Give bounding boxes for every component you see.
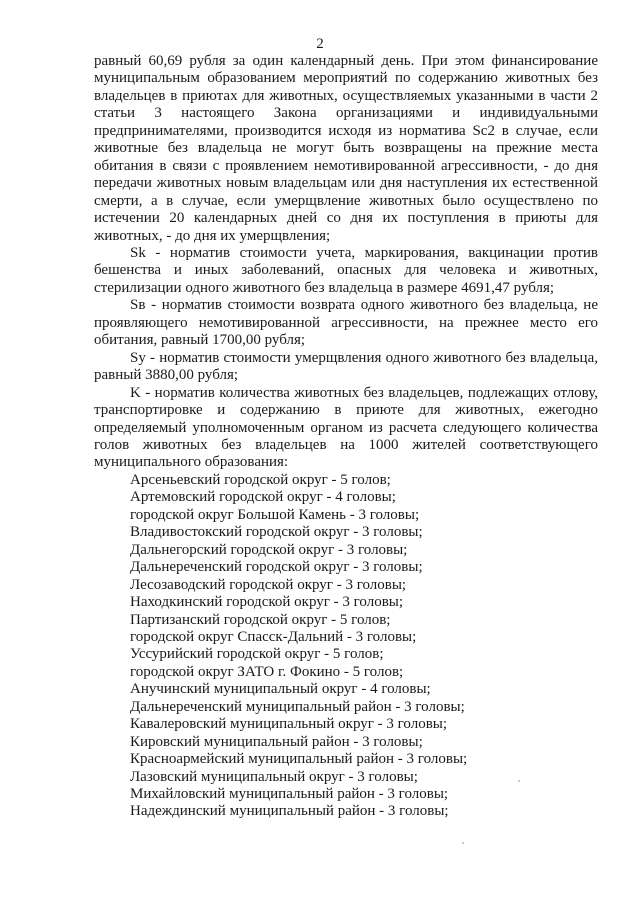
paragraph-k-norm: K - норматив количества животных без владельцев, подлежащих отлову, транспортировке и содержанию в приюте для животных, ежегодно определяемый уполномоченным органом из расчета следующего количества голов животных без владельцев на 1000 жителей соответствующего муниципального образования: xyxy=(94,384,598,471)
list-item: Надеждинский муниципальный район - 3 головы; xyxy=(130,803,449,820)
municipality-list xyxy=(94,472,598,821)
list-item: Кировский муниципальный район - 3 головы; xyxy=(130,733,423,750)
list-item: Кавалеровский муниципальный округ - 3 головы; xyxy=(130,716,448,733)
list-item: Дальнереченский городской округ - 3 головы; xyxy=(130,559,423,576)
list-item: Красноармейский муниципальный район - 3 головы; xyxy=(130,751,468,768)
scan-speck xyxy=(518,780,520,782)
list-item: Артемовский городской округ - 4 головы; xyxy=(130,489,396,506)
list-item: Анучинский муниципальный округ - 4 головы; xyxy=(130,681,431,698)
list-item: Дальнегорский городской округ - 3 головы; xyxy=(130,541,408,558)
list-item: Партизанский городской округ - 5 голов; xyxy=(130,611,391,628)
paragraph-sy-norm: Sy - норматив стоимости умерщвления одного животного без владельца, равный 3880,00 рубля; xyxy=(94,349,598,384)
list-item: Арсеньевский городской округ - 5 голов; xyxy=(130,471,391,488)
document-body xyxy=(94,53,598,821)
list-item: городской округ Большой Камень - 3 головы; xyxy=(130,506,420,523)
list-item: Находкинский городской округ - 3 головы; xyxy=(130,594,404,611)
list-item: Уссурийский городской округ - 5 голов; xyxy=(130,646,384,663)
page-number: 2 xyxy=(316,36,324,52)
paragraph-sv-norm: Sв - норматив стоимости возврата одного животного без владельца, не проявляющего немотивированной агрессивности, на прежнее место его обитания, равный 1700,00 рубля; xyxy=(94,297,598,349)
list-item: Лесозаводский городской округ - 3 головы; xyxy=(130,576,407,593)
scan-speck xyxy=(462,842,464,844)
list-item: Лазовский муниципальный округ - 3 головы; xyxy=(130,768,418,785)
list-item: Дальнереченский муниципальный район - 3 головы; xyxy=(130,698,465,715)
list-item: городской округ ЗАТО г. Фокино - 5 голов; xyxy=(130,663,404,680)
list-item: Михайловский муниципальный район - 3 головы; xyxy=(130,786,449,803)
paragraph-sk-norm: Sk - норматив стоимости учета, маркирования, вакцинации против бешенства и иных заболеваний, опасных для человека и животных, стерилизации одного животного без владельца в размере 4691,47 рубля; xyxy=(94,244,598,296)
paragraph-financing: равный 60,69 рубля за один календарный день. При этом финансирование муниципальным образованием мероприятий по содержанию животных без владельцев в приютах для животных, осуществляемых указанными в части 2 статьи 3 настоящего Закона организациями и индивидуальными предпринимателями, производится исходя из норматива Sc2 в случае, если животные без владельца не могут быть возвращены на прежние места обитания в связи с проявлением немотивированной агрессивности, - до дня передачи животных новым владельцам или дня наступления их естественной смерти, а в случае, если умерщвление животных было осуществлено по истечении 20 календарных дней со дня их поступления в приюты для животных, - до дня их умерщвления; xyxy=(94,53,598,244)
list-item: городской округ Спасск-Дальний - 3 головы; xyxy=(130,628,417,645)
list-item: Владивостокский городской округ - 3 головы; xyxy=(130,524,423,541)
